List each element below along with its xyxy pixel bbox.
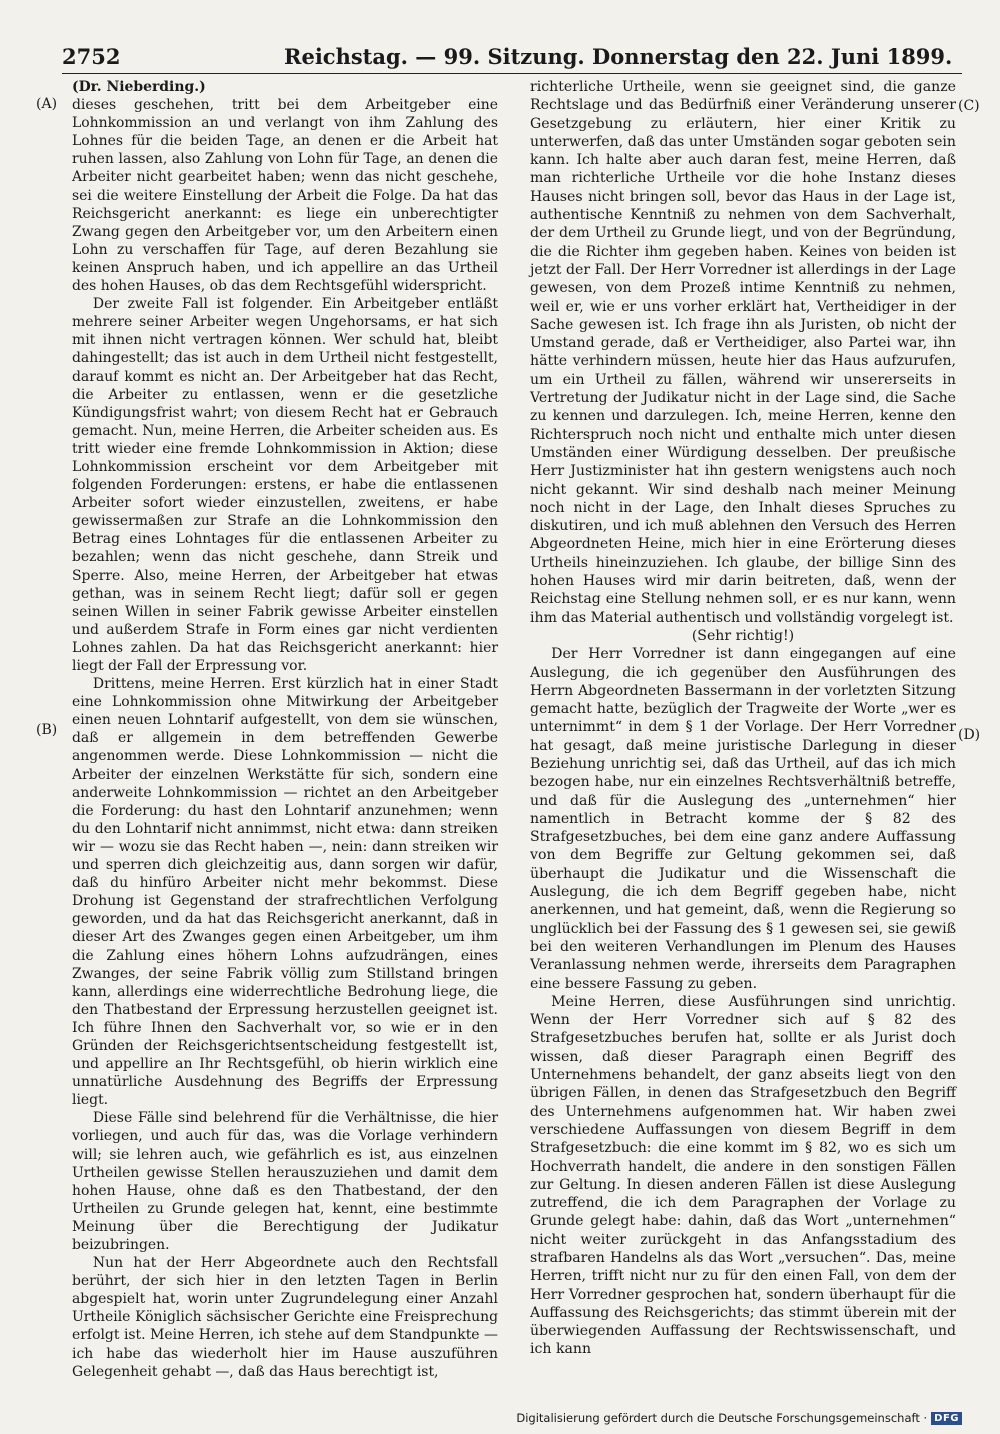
margin-mark-b: (B) [36,722,58,738]
running-title: Reichstag. — 99. Sitzung. Donnerstag den 22. Juni 1899. [284,44,953,69]
page-header [62,44,962,74]
margin-mark-a: (A) [36,96,58,112]
paragraph: Nun hat der Herr Abgeordnete auch den Rechtsfall berührt, der sich hier in den letzten Tagen in Berlin abgespielt hat, worin unter Zugrundelegung einer Anzahl Urtheile Königlich sächsischer Gerichte eine Freisprechung erfolgt ist. Meine Herren, ich stehe auf dem Standpunkte — ich habe das wiederholt hier im Hause auszuführen Gelegenheit gehabt —, daß das Haus berechtigt ist, [72,1255,498,1380]
header-rule [62,73,962,74]
paragraph: Der zweite Fall ist folgender. Ein Arbeitgeber entläßt mehrere seiner Arbeiter wegen Ungehorsams, er hat sich mit ihnen nicht vertragen können. Wer schuld hat, bleibt dahingestellt; das ist auch in dem Urtheil nicht festgestellt, darauf kommt es nicht an. Der Arbeitgeber hat das Recht, die Arbeiter zu entlassen, wenn er die gesetzliche Kündigungsfrist wahrt; von diesem Recht hat er Gebrauch gemacht. Nun, meine Herren, die Arbeiter scheiden aus. Es tritt wieder eine fremde Lohnkommission in Aktion; diese Lohnkommission erscheint vor dem Arbeitgeber mit folgenden Forderungen: erstens, er habe die entlassenen Arbeiter sofort wieder einzustellen, zweitens, er habe gewissermaßen zur Strafe an die Lohnkommission den Betrag eines Lohntages für die entlassenen Arbeiter zu bezahlen; wenn das nicht geschehe, dann Streik und Sperre. Also, meine Herren, der Arbeitgeber hat etwas gethan, was in seinem Recht liegt; dafür soll er gegen seinen Willen in seiner Fabrik gewisse Arbeiter einstellen und außerdem Strafe in Form eines gar nicht verdienten Lohnes zahlen. Da hat das Reichsgericht anerkannt: hier liegt der Fall der Erpressung vor. [72,296,498,674]
footer-credit [516,1411,962,1425]
paragraph: Diese Fälle sind belehrend für die Verhältnisse, die hier vorliegen, und auch für das, was die Vorlage verhindern will; sie lehren auch, wie gefährlich es ist, aus einzelnen Urtheilen gewisse Stellen herauszuziehen und damit dem hohen Hause, ohne daß es den Thatbestand, der den Urtheilen zu Grunde gelegen hat, kennt, eine bestimmte Meinung über die Berechtigung der Judikatur beizubringen. [72,1110,498,1253]
paragraph: richterliche Urtheile, wenn sie geeignet sind, die ganze Rechtslage und das Bedürfniß einer Veränderung unserer Gesetzgebung zu erläutern, hier einer Kritik zu unterwerfen, daß das unter Umständen sogar geboten sein kann. Ich halte aber auch daran fest, meine Herren, daß man richterliche Urtheile vor die hohe Instanz dieses Hauses nicht bringen soll, bevor das Haus in der Lage ist, authentische Kenntniß zu nehmen von dem Sachverhalt, der dem Urtheil zu Grunde liegt, und von der Begründung, die die Richter ihm gegeben haben. Keines von beiden ist jetzt der Fall. Der Herr Vorredner ist allerdings in der Lage gewesen, von dem Prozeß intime Kenntniß zu nehmen, weil er, wie er uns vorher erklärt hat, Vertheidiger in der Sache gewesen ist. Ich frage ihn als Juristen, ob nicht der Umstand gerade, daß er Vertheidiger, also Partei war, ihn hätte verhindern müssen, heute hier das Haus aufzurufen, um ein Urtheil zu fällen, während wir unsererseits in Vertretung der Judikatur nicht in der Lage sind, die Sache zu kennen und darzulegen. Ich, meine Herren, kenne den Richterspruch noch nicht und enthalte mich unter diesen Umständen einer Würdigung desselben. Der preußische Herr Justizminister hat ihn gestern wenigstens auch noch nicht gekannt. Wir sind deshalb nach meiner Meinung noch nicht in der Lage, den Inhalt dieses Spruches zu diskutiren, und ich muß ablehnen den Versuch des Herren Abgeordneten Heine, mich hier in eine Erörterung dieses Urtheils hineinzuziehen. Ich glaube, der billige Sinn des hohen Hauses wird mir darin beitreten, daß, wenn der Reichstag eine Stellung nehmen soll, er es nur kann, wenn ihm das Material authentisch und vollständig vorgelegt ist. [530,79,956,626]
paragraph: Drittens, meine Herren. Erst kürzlich hat in einer Stadt eine Lohnkommission ohne Mitwirkung der Arbeitgeber einen neuen Lohntarif aufgestellt, von dem sie wünschen, daß er allgemein in dem betreffenden Gewerbe angenommen werde. Diese Lohnkommission — nicht die Arbeiter der einzelnen Werkstätte für sich, sondern eine anderweite Lohnkommission — richtet an den Arbeitgeber die Forderung: du hast den Lohntarif anzunehmen; wenn du den Lohntarif nicht annimmst, nicht etwa: dann streiken wir — wozu sie das Recht haben —, nein: dann streiken wir und sperren dich gleichzeitig aus, dann sorgen wir dafür, daß du hinfüro Arbeiter nicht mehr bekommst. Diese Drohung ist Gegenstand der strafrechtlichen Verfolgung geworden, und da hat das Reichsgericht anerkannt, daß in dieser Art des Zwanges gegen einen Arbeitgeber, um ihm die Zahlung eines höhern Lohns aufzudrängen, eines Zwanges, der seine Fabrik völlig zum Stillstand bringen kann, allerdings eine widerrechtliche Bedrohung liege, die den Thatbestand der Erpressung herzustellen geeignet ist. Ich führe Ihnen den Sachverhalt vor, so wie er in den Gründen der Reichsgerichtsentscheidung festgestellt ist, und appellire an Ihr Rechtsgefühl, ob hierin wirklich eine unnatürliche Ausdehnung des Begriffs der Erpressung liegt. [72,676,498,1109]
speaker-name: (Dr. Nieberding.) [72,79,206,95]
paragraph: Meine Herren, diese Ausführungen sind unrichtig. Wenn der Herr Vorredner sich auf § 82 des Strafgesetzbuches berufen hat, sollte er als Jurist doch wissen, daß dieser Paragraph einen Begriff des Unternehmens behandelt, der ganz abseits liegt von den übrigen Fällen, in denen das Strafgesetzbuch den Begriff des Unternehmens aufgenommen hat. Wir haben zwei verschiedene Auffassungen von diesem Begriff in dem Strafgesetzbuch: die eine kommt im § 82, wo es sich um Hochverrath handelt, die andere in den sonstigen Fällen zur Geltung. In diesen anderen Fällen ist diese Auslegung zutreffend, die ich dem Paragraphen der Vorlage zu Grunde gelegt habe: dahin, daß das Wort „unternehmen“ nicht weiter zurückgeht in das Anfangsstadium des strafbaren Handelns als das Wort „versuchen“. Das, meine Herren, trifft nicht nur zu für den einen Fall, von dem der Herr Vorredner gesprochen hat, sondern überhaupt für die Auffassung des Reichsgerichts; das stimmt überein mit der überwiegenden Auffassung der Rechtswissenschaft, und ich kann [530,993,956,1358]
paragraph: Der Herr Vorredner ist dann eingegangen auf eine Auslegung, die ich gegenüber den Ausführungen des Herrn Abgeordneten Bassermann in der vorletzten Sitzung gemacht hatte, bezüglich der Tragweite der Worte „wer es unternimmt“ in dem § 1 der Vorlage. Der Herr Vorredner hat gesagt, daß meine juristische Darlegung in dieser Beziehung unrichtig sei, daß das Urtheil, auf das ich mich bezogen habe, nur ein einzelnes Rechtsverhältniß betreffe, und daß für die Auslegung des „unternehmen“ hier namentlich in Betracht komme der § 82 des Strafgesetzbuches, bei dem eine ganz andere Auffassung von dem Begriffe zur Geltung gekommen sei, daß überhaupt die Judikatur und die Wissenschaft die Auslegung, die ich dem Begriff gegeben habe, nicht anerkennen, und hat gemeint, daß, wenn die Regierung so unglücklich bei der Fassung des § 1 gewesen sei, sie gewiß bei den weiteren Verhandlungen im Plenum des Hauses Veranlassung nehmen werde, ihrerseits dem Paragraphen eine bessere Fassung zu geben. [530,646,956,992]
footer-text: Digitalisierung gefördert durch die Deutsche Forschungsgemeinschaft · [516,1411,928,1425]
right-column [530,78,956,1359]
dfg-logo-icon: DFG [931,1412,962,1425]
paragraph: dieses geschehen, tritt bei dem Arbeitgeber eine Lohnkommission an und verlangt von ihm Zahlung des Lohnes für die beiden Tage, an denen er die Arbeit hat ruhen lassen, also Zahlung von Lohn für Tage, an denen die Arbeiter nicht gearbeitet haben; wenn das nicht geschehe, sei die weitere Einstellung der Arbeit die Folge. Da hat das Reichsgericht anerkannt: es liege ein unberechtigter Zwang gegen den Arbeitgeber vor, um den Arbeitern einen Lohn zu verschaffen für Tage, auf deren Bezahlung sie keinen Anspruch haben, und ich appellire an das Urtheil des hohen Hauses, ob das dem Rechtsgefühl widerspricht. [72,97,498,295]
interjection: (Sehr richtig!) [691,627,795,644]
margin-mark-d: (D) [958,727,981,743]
margin-mark-c: (C) [958,98,980,114]
page-number: 2752 [62,44,121,69]
left-column [72,78,498,1381]
